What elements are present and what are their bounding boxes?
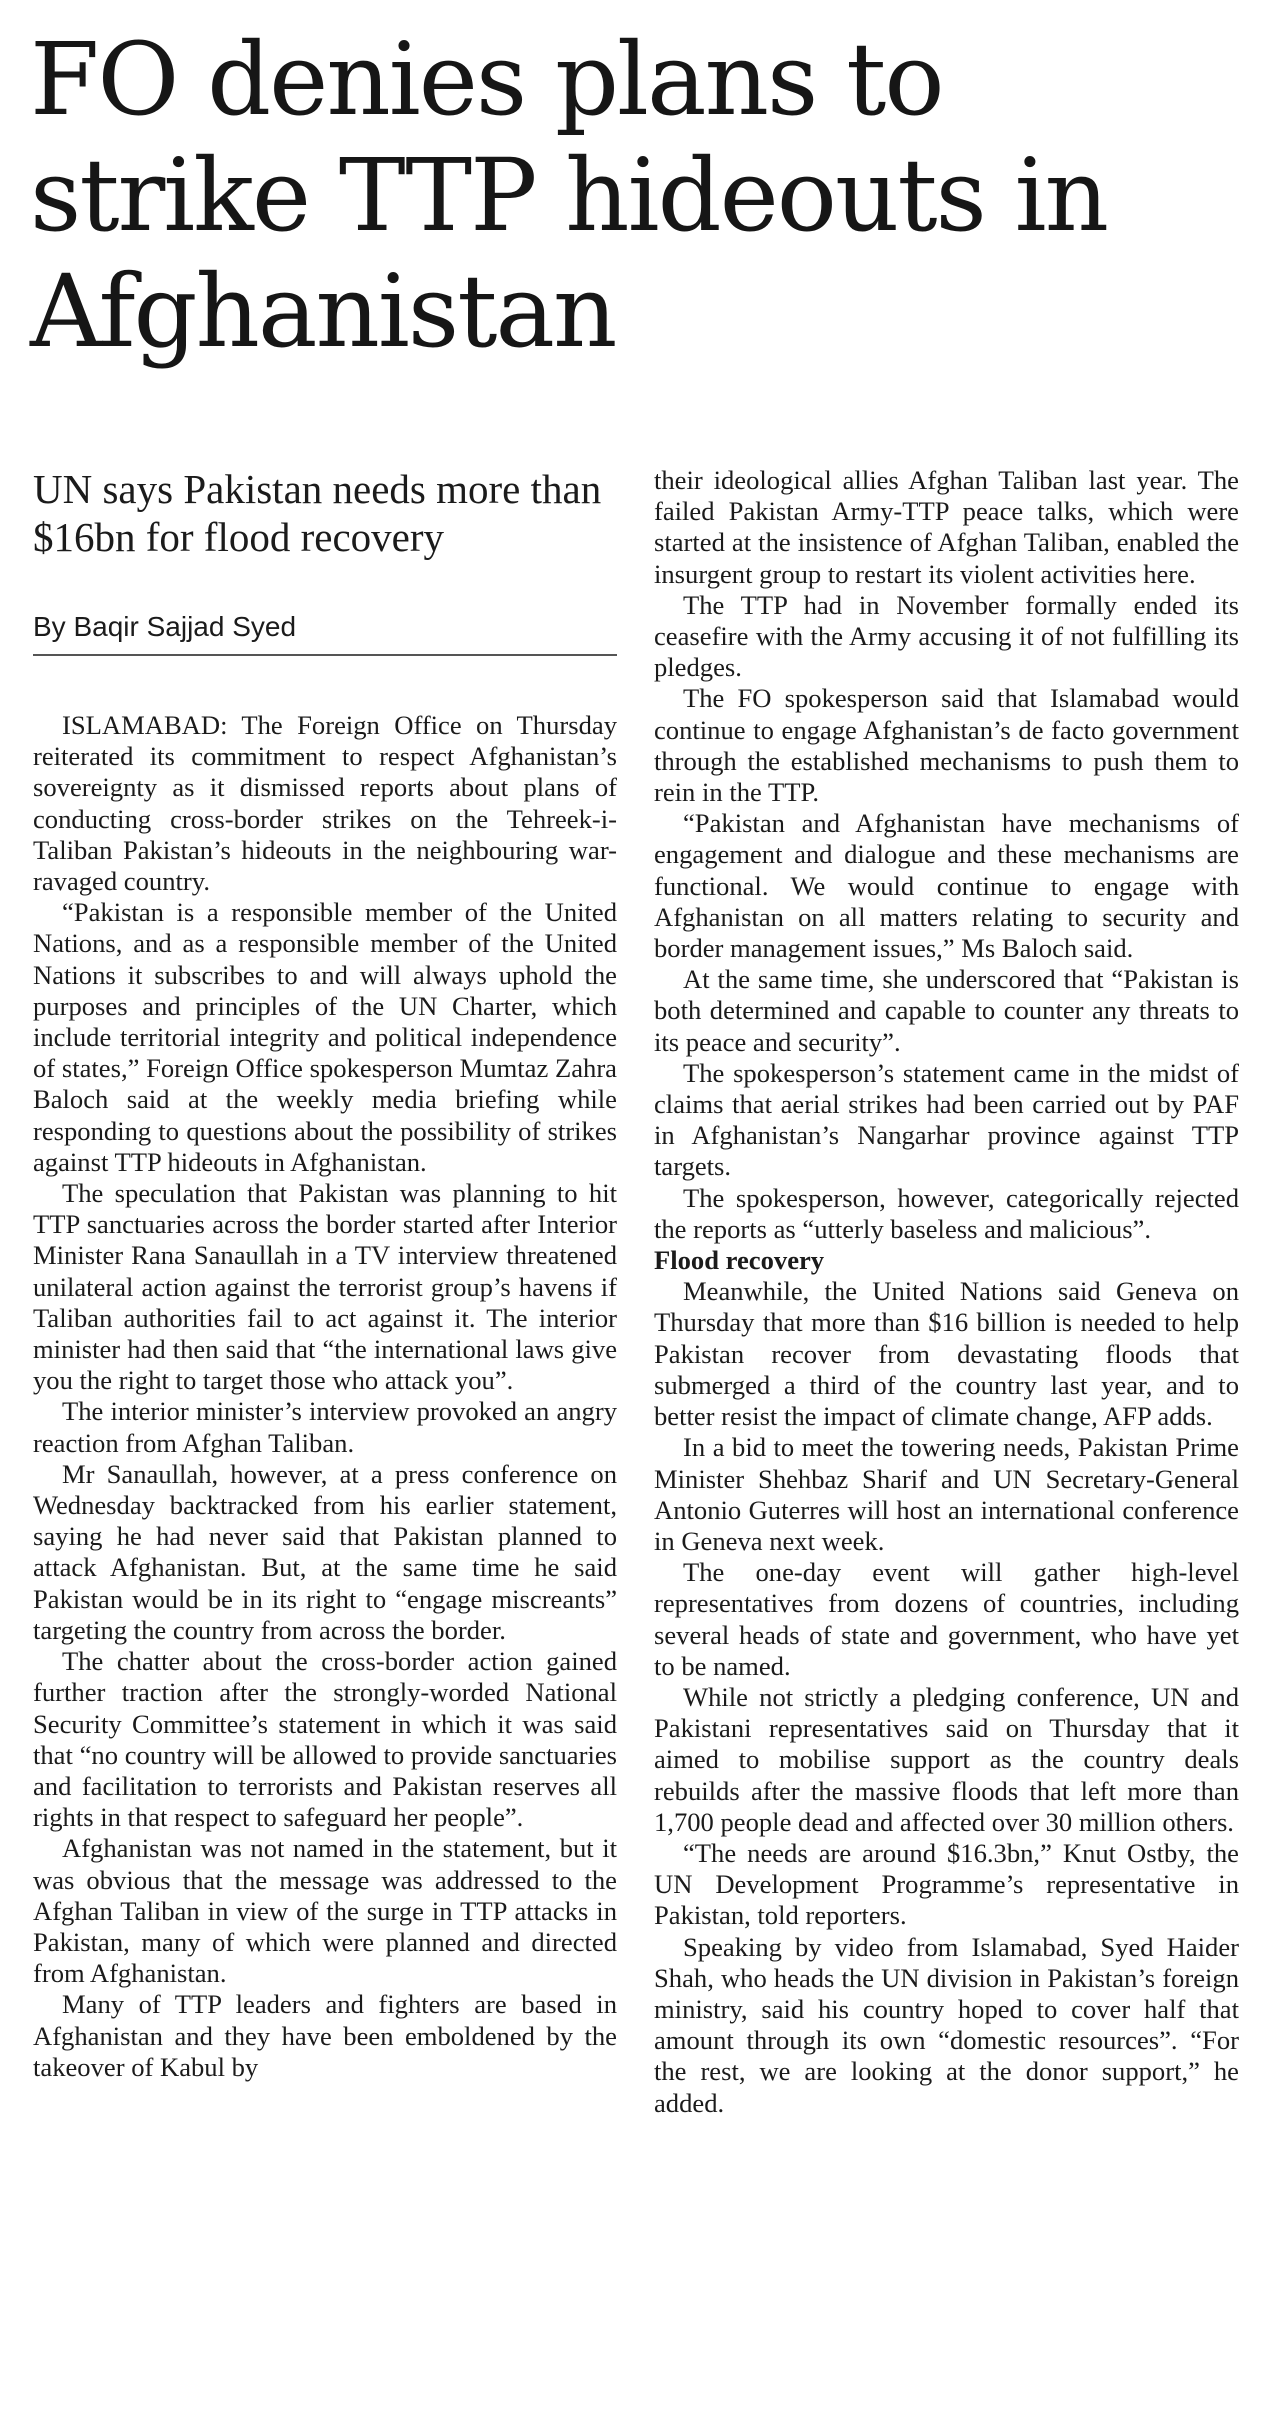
subheadline: UN says Pakistan needs more than $16bn for flood recovery	[33, 466, 602, 560]
paragraph: While not strictly a pledging conference, UN and Pakistani representatives said on Thursday that it aimed to mobilise support as the country deals rebuilds after the massive floods that left more than 1,700 people dead and affected over 30 million others.	[654, 1681, 1239, 1837]
paragraph: their ideological allies Afghan Taliban last year. The failed Pakistan Army-TTP peace talks, which were started at the insistence of Afghan Taliban, enabled the insurgent group to restart its violent activities here.	[654, 465, 1239, 589]
paragraph: The FO spokesperson said that Islamabad would continue to engage Afghanistan’s de facto government through the established mechanisms to push them to rein in the TTP.	[654, 683, 1239, 808]
paragraph: The chatter about the cross-border action gained further traction after the strongly-worded National Security Committee’s statement in which it was said that “no country will be allowed to provide sanctuaries and facilitation to terrorists and Pakistan reserves all rights in that respect to safeguard her people”.	[33, 1646, 617, 1833]
paragraph: In a bid to meet the towering needs, Pakistan Prime Minister Shehbaz Sharif and UN Secretary-General Antonio Guterres will host an international conference in Geneva next week.	[654, 1432, 1239, 1556]
paragraph: Many of TTP leaders and fighters are based in Afghanistan and they have been emboldened by the takeover of Kabul by	[33, 1989, 617, 2082]
paragraph: The spokesperson’s statement came in the midst of claims that aerial strikes had been carried out by PAF in Afghanistan’s Nangarhar province against TTP targets.	[654, 1057, 1239, 1182]
paragraph: The interior minister’s interview provoked an angry reaction from Afghan Taliban.	[33, 1396, 617, 1458]
paragraph: “Pakistan and Afghanistan have mechanisms of engagement and dialogue and these mechanisms are functional. We would continue to engage with Afghanistan on all matters relating to security and border management issues,” Ms Baloch said.	[654, 808, 1239, 964]
left-column	[33, 710, 617, 2083]
headline: FO denies plans to strike TTP hideouts in Afghanistan	[30, 21, 1108, 370]
paragraph: “Pakistan is a responsible member of the United Nations, and as a responsible member of the United Nations it subscribes to and will always uphold the purposes and principles of the UN Charter, which include territorial integrity and political independence of states,” Foreign Office spokesperson Mumtaz Zahra Baloch said at the weekly media briefing while responding to questions about the possibility of strikes against TTP hideouts in Afghanistan.	[33, 897, 617, 1177]
paragraph: Mr Sanaullah, however, at a press conference on Wednesday backtracked from his earlier statement, saying he had never said that Pakistan planned to attack Afghanistan. But, at the same time he said Pakistan would be in its right to “engage miscreants” targeting the country from across the border.	[33, 1458, 617, 1645]
paragraph: The TTP had in November formally ended its ceasefire with the Army accusing it of not fulfilling its pledges.	[654, 589, 1239, 683]
paragraph: Speaking by video from Islamabad, Syed Haider Shah, who heads the UN division in Pakistan’s foreign ministry, said his country hoped to cover half that amount through its own “domestic resources”. “For the rest, we are looking at the donor support,” he added.	[654, 1931, 1239, 2118]
paragraph: “The needs are around $16.3bn,” Knut Ostby, the UN Development Programme’s representative in Pakistan, told reporters.	[654, 1837, 1239, 1931]
byline: By Baqir Sajjad Syed	[33, 610, 617, 656]
paragraph: Meanwhile, the United Nations said Geneva on Thursday that more than $16 billion is needed to help Pakistan recover from devastating floods that submerged a third of the country last year, and to better resist the impact of climate change, AFP adds.	[654, 1276, 1239, 1432]
paragraph: The one-day event will gather high-level representatives from dozens of countries, including several heads of state and government, who have yet to be named.	[654, 1557, 1239, 1681]
paragraph: The speculation that Pakistan was planning to hit TTP sanctuaries across the border started after Interior Minister Rana Sanaullah in a TV interview threatened unilateral action against the terrorist group’s havens if Taliban authorities fail to act against it. The interior minister had then said that “the international laws give you the right to target those who attack you”.	[33, 1178, 617, 1396]
paragraph: ISLAMABAD: The Foreign Office on Thursday reiterated its commitment to respect Afghanistan’s sovereignty as it dismissed reports about plans of conducting cross-border strikes on the Tehreek-i-Taliban Pakistan’s hideouts in the neighbouring war-ravaged country.	[33, 710, 617, 897]
right-column	[654, 465, 1239, 2119]
section-heading: Flood recovery	[654, 1245, 825, 1276]
paragraph: Afghanistan was not named in the statement, but it was obvious that the message was addressed to the Afghan Taliban in view of the surge in TTP attacks in Pakistan, many of which were planned and directed from Afghanistan.	[33, 1833, 617, 1989]
paragraph: At the same time, she underscored that “Pakistan is both determined and capable to counter any threats to its peace and security”.	[654, 964, 1239, 1057]
paragraph: The spokesperson, however, categorically rejected the reports as “utterly baseless and malicious”.	[654, 1182, 1239, 1244]
